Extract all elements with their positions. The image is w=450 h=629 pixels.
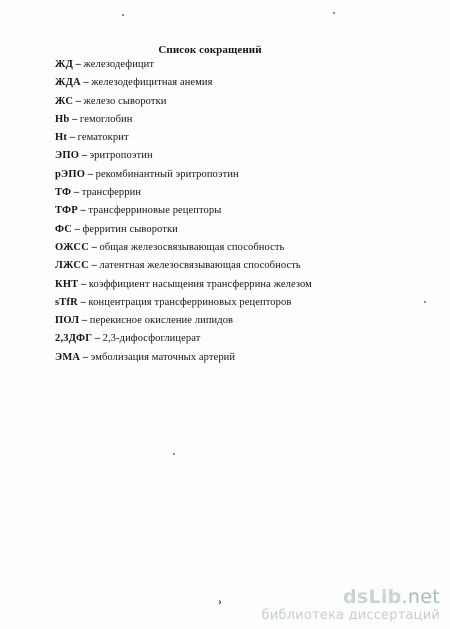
abbreviation-separator: – (77, 205, 89, 217)
abbreviation-separator: – (72, 223, 83, 235)
abbreviation-item (55, 129, 312, 147)
abbreviation-definition: латентная железосвязывающая способность (99, 260, 301, 272)
scan-speck (333, 12, 335, 14)
abbreviation-definition: концентрация трансферриновых рецепторов (88, 296, 292, 308)
abbreviation-definition: рекомбинантный эритропоэтин (95, 168, 239, 180)
watermark-logo (262, 587, 440, 608)
abbreviation-definition: эмболизация маточных артерий (90, 351, 236, 363)
abbreviation-item (55, 221, 312, 239)
abbreviation-term: ЭМА (55, 351, 81, 363)
abbreviation-definition: общая железосвязывающая способность (99, 241, 285, 253)
abbreviation-item (55, 276, 312, 294)
abbreviation-separator: – (73, 95, 84, 107)
abbreviation-item (55, 56, 312, 74)
dslib-watermark (262, 587, 440, 623)
abbreviation-definition: ферритин сыворотки (82, 223, 178, 235)
abbreviation-definition: гематокрит (77, 132, 129, 144)
abbreviation-item (55, 294, 312, 312)
abbreviation-definition: железодефицит (83, 59, 155, 70)
abbreviation-definition: коэффициент насыщения трансферрина железом (88, 278, 312, 290)
abbreviation-separator: – (88, 260, 100, 272)
abbreviation-item (55, 166, 312, 184)
abbreviation-separator: – (92, 333, 103, 345)
abbreviation-separator: – (80, 77, 92, 89)
abbreviation-term: ПОЛ (55, 315, 80, 327)
scan-speck (173, 453, 175, 455)
abbreviation-separator: – (69, 113, 80, 125)
abbreviation-separator: – (79, 315, 90, 327)
abbreviation-term: ЭПО (55, 150, 80, 162)
abbreviation-separator: – (79, 150, 90, 162)
abbreviation-definition: гемоглобин (79, 113, 133, 125)
abbreviation-term: ФС (55, 223, 73, 235)
abbreviation-item (55, 184, 312, 202)
abbreviation-definition: эритропоэтин (89, 150, 153, 162)
abbreviation-term: КНТ (55, 278, 79, 290)
abbreviation-definition: железо сыворотки (83, 95, 167, 107)
abbreviation-separator: – (73, 59, 84, 70)
abbreviation-item (55, 330, 312, 348)
page-mark: › (218, 594, 222, 608)
abbreviation-term: ТФР (55, 205, 78, 217)
abbreviation-item (55, 111, 312, 129)
abbreviation-item (55, 312, 312, 330)
abbreviation-separator: – (80, 351, 91, 363)
abbreviation-item (55, 349, 312, 367)
abbreviation-definition: трансферрин (81, 187, 142, 199)
abbreviation-separator: – (78, 278, 89, 290)
abbreviation-term: 2,3ДФГ (55, 333, 93, 345)
abbreviation-term: ЖД (55, 59, 74, 70)
abbreviation-term: ЛЖСС (55, 260, 89, 272)
abbreviation-definition: 2,3-дифосфоглицерат (102, 333, 201, 345)
abbreviation-term: ЖДА (55, 77, 81, 89)
abbreviation-term: Hb (55, 113, 70, 125)
abbreviation-separator: – (67, 132, 78, 144)
scan-speck (424, 301, 426, 303)
abbreviation-item (55, 74, 312, 92)
abbreviation-term: ОЖСС (55, 241, 89, 253)
abbreviation-term: sTfR (55, 296, 78, 308)
abbreviation-term: рЭПО (55, 168, 86, 180)
abbreviation-separator: – (77, 296, 89, 308)
abbreviation-item (55, 257, 312, 275)
abbreviation-separator: – (89, 241, 100, 253)
abbreviation-item (55, 239, 312, 257)
watermark-logo-suffix: .net (401, 586, 440, 608)
page-title: Список сокращений (158, 44, 262, 56)
abbreviation-term: ЖС (55, 95, 74, 107)
watermark-tagline: библиотека диссертаций (261, 608, 440, 623)
abbreviation-item (55, 93, 312, 111)
abbreviation-list (55, 56, 312, 367)
abbreviation-term: ТФ (55, 187, 72, 199)
abbreviation-definition: трансферриновые рецепторы (88, 205, 222, 217)
abbreviation-separator: – (85, 168, 96, 180)
abbreviation-definition: железодефицитная анемия (91, 77, 213, 89)
watermark-logo-main: dsLib (342, 586, 402, 608)
abbreviation-separator: – (71, 187, 82, 199)
abbreviation-term: Ht (55, 132, 68, 144)
abbreviation-definition: перекисное окисление липидов (89, 315, 234, 327)
scan-speck (122, 14, 124, 16)
abbreviation-item (55, 202, 312, 220)
abbreviation-item (55, 147, 312, 165)
